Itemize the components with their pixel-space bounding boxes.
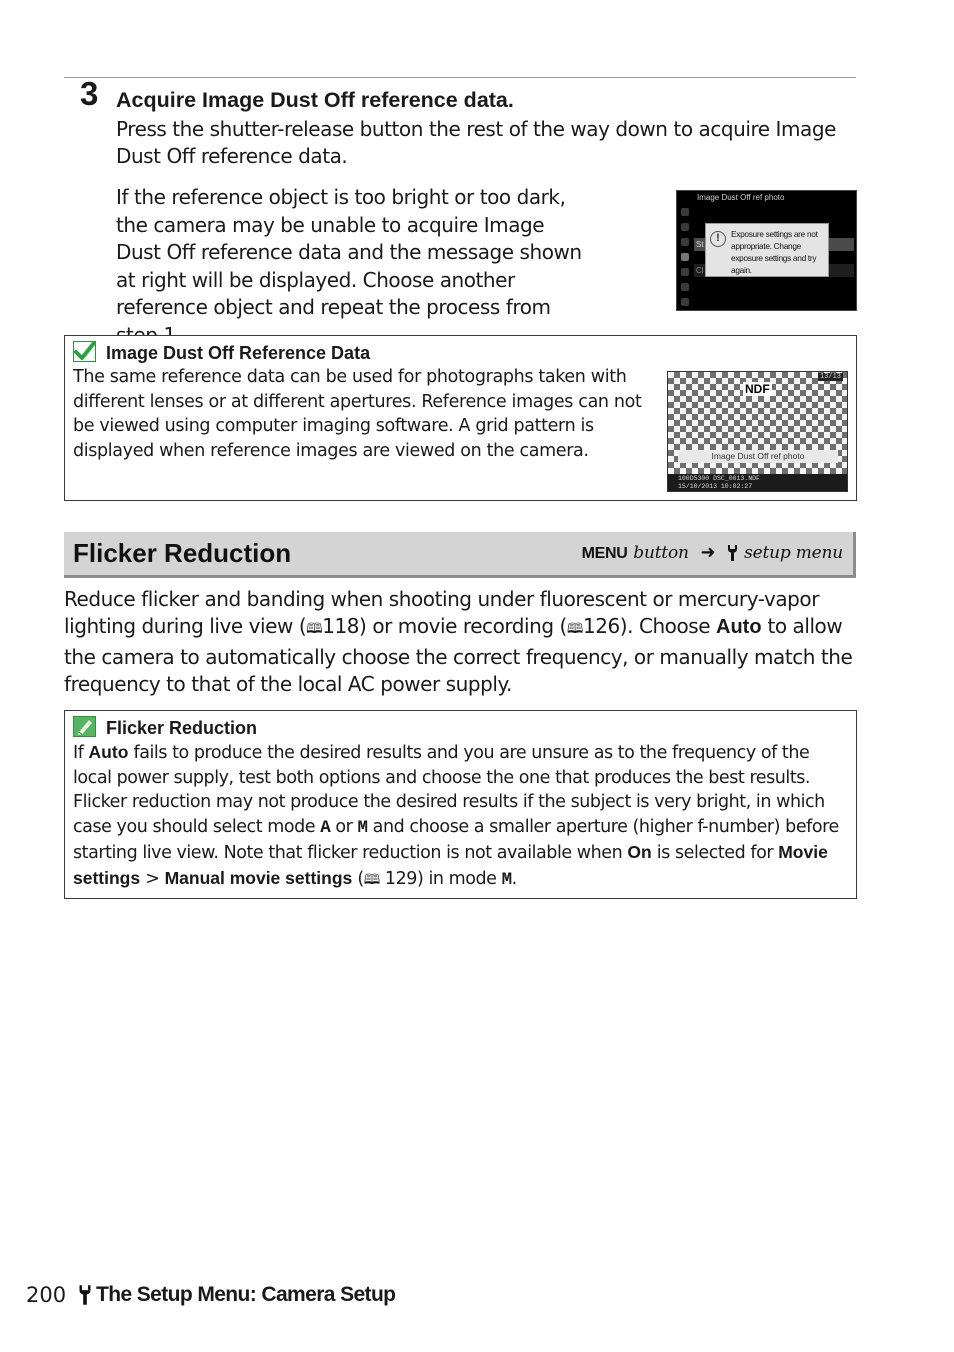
pencil-tab-icon	[681, 238, 689, 246]
warning-icon: !	[710, 231, 726, 247]
book-icon: 🕮	[363, 871, 380, 888]
photo-info-bar	[668, 474, 847, 491]
text-segment: 126). Choose	[582, 614, 716, 639]
camera-screen-grid	[667, 371, 848, 492]
text-segment: is selected for	[651, 843, 779, 863]
text-segment: to allow the camera to automatically choose the correct frequency, or manually match the frequency to that of the local AC power supply.	[64, 614, 853, 696]
top-rule	[64, 77, 856, 78]
text-segment: and choose a smaller aperture (higher f-number) before starting live view. Note that flicker reduction is not available when	[73, 816, 839, 863]
mode-m: M	[501, 869, 512, 890]
photo-info-date: 15/10/2013 10:02:27	[678, 482, 753, 490]
reference-photo-label: Image Dust Off ref photo	[678, 450, 838, 463]
help-tab-icon	[681, 298, 689, 306]
note-body	[73, 740, 851, 892]
frame-count: 13/13	[819, 373, 841, 381]
button-word: button	[633, 543, 689, 563]
auto-option: Auto	[716, 616, 762, 639]
book-icon: 🕮	[306, 621, 323, 638]
camera-error-dialog	[705, 223, 829, 277]
bold-term: Movie settings	[73, 842, 828, 888]
mode-m: M	[357, 817, 368, 838]
camera-screen-title: Image Dust Off ref photo	[697, 193, 785, 202]
text-segment: .	[511, 868, 517, 889]
mode-a: A	[320, 817, 331, 838]
retouch-tab-icon	[681, 268, 689, 276]
playback-tab-icon	[681, 208, 689, 216]
footer-title: The Setup Menu: Camera Setup	[96, 1283, 396, 1306]
shooting-tab-icon	[681, 223, 689, 231]
text-segment: 129) in mode	[379, 868, 502, 889]
text-segment: (	[352, 868, 364, 889]
flicker-description	[64, 586, 864, 698]
step-title: Acquire Image Dust Off reference data.	[116, 88, 514, 112]
bold-term: Manual movie settings	[164, 867, 353, 888]
recent-tab-icon	[681, 283, 689, 291]
text-segment: >	[140, 868, 165, 889]
menu-path	[582, 541, 843, 566]
step-number: 3	[80, 75, 99, 112]
wrench-icon	[78, 1284, 92, 1306]
setup-tab-icon	[681, 253, 689, 261]
bold-term: Auto	[88, 742, 129, 762]
note-title: Flicker Reduction	[106, 718, 258, 738]
text-segment: 118) or movie recording (	[322, 614, 567, 639]
menu-button-label: MENU	[581, 545, 628, 562]
camera-menu-row-clean: Cl	[694, 264, 854, 277]
bold-term: On	[627, 842, 652, 862]
check-icon	[73, 341, 96, 362]
step-body: Press the shutter-release button the rest of the way down to acquire Image Dust Off reference data.	[116, 117, 836, 168]
page-number: 200	[26, 1283, 67, 1307]
arrow-icon: ➜	[700, 542, 716, 563]
photo-info-file: 100D5300 DSC_0013.NDF	[678, 475, 760, 482]
book-icon: 🕮	[566, 621, 583, 638]
camera-screen-error	[676, 190, 857, 311]
text-segment: or	[330, 816, 358, 837]
camera-menu-row-start: St	[694, 238, 854, 251]
camera-error-message: Exposure settings are not appropriate. Change exposure settings and try again.	[731, 229, 818, 275]
section-title: Flicker Reduction	[73, 538, 292, 568]
wrench-icon	[727, 544, 738, 562]
camera-menu-tabs	[679, 203, 692, 309]
text-segment: fails to produce the desired results and you are unsure as to the frequency of the local power supply, test both options and choose the one that produces the best results. Flicker reduction may not produce the desired results if the subject is very bright, in which case you should select mode	[73, 743, 825, 837]
section-header	[64, 532, 856, 578]
step-body-warning: If the reference object is too bright or too dark, the camera may be unable to acquire Image Dust Off reference data and the message shown at right will be displayed. Choose another reference object and repeat the process from	[116, 185, 582, 319]
note-flicker-reduction	[64, 710, 857, 899]
note-title: Image Dust Off Reference Data	[106, 343, 371, 363]
text-segment: Reduce flicker and banding when shooting under fluorescent or mercury-vapor lighting during live view (	[64, 587, 819, 639]
pencil-note-icon	[73, 716, 96, 737]
ndf-badge: NDF	[745, 382, 770, 396]
text-segment: If	[73, 743, 89, 763]
setup-menu-name: setup menu	[744, 543, 843, 563]
note-body: The same reference data can be used for photographs taken with different lenses or at different apertures. Reference images can not be viewed using computer imaging software. A grid pattern is displayed when reference images are viewed on the camera.	[73, 367, 642, 461]
